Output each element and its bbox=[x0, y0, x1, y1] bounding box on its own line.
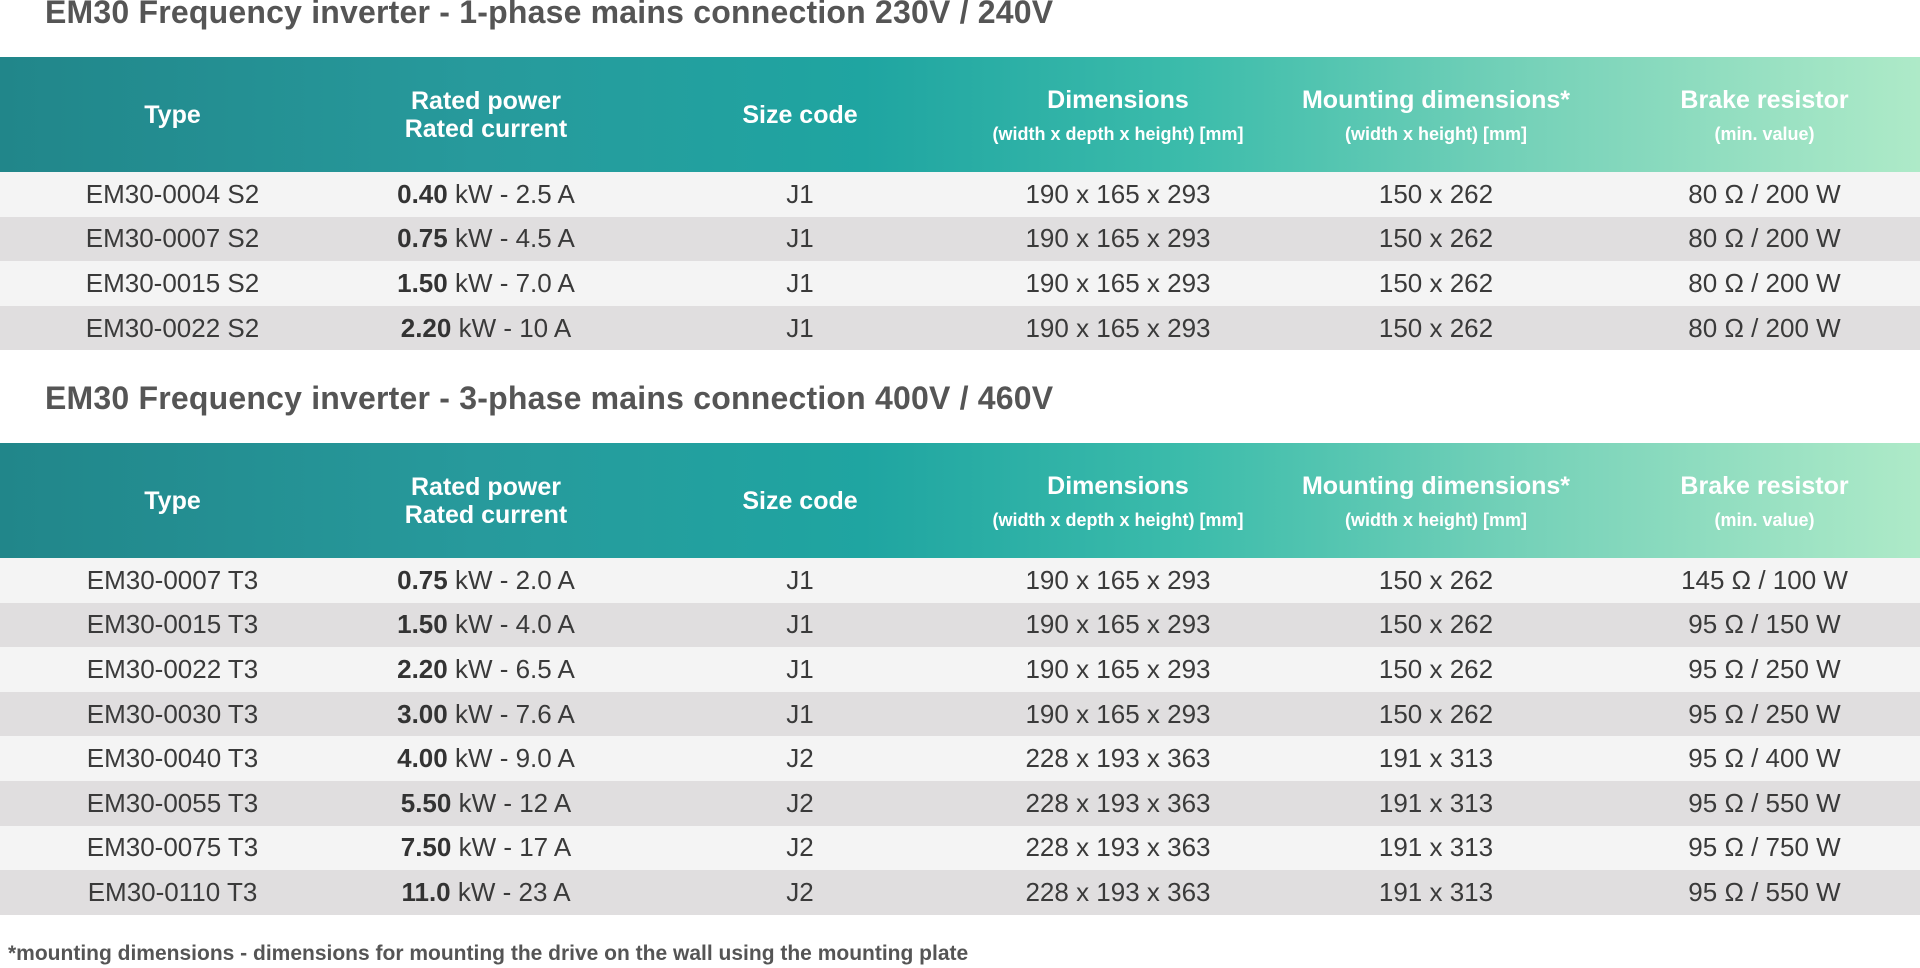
cell-brake-resistor: 95 Ω / 250 W bbox=[1609, 647, 1920, 692]
cell-dimensions: 228 x 193 x 363 bbox=[973, 736, 1263, 781]
footnote: *mounting dimensions - dimensions for mounting the drive on the wall using the mounting plate bbox=[8, 942, 969, 965]
cell-dimensions: 190 x 165 x 293 bbox=[973, 306, 1263, 351]
cell-brake-resistor: 95 Ω / 250 W bbox=[1609, 692, 1920, 737]
header-type: Type bbox=[144, 100, 201, 129]
rated-current-text: kW - 9.0 A bbox=[447, 743, 575, 774]
table-body bbox=[0, 172, 1920, 350]
table-row bbox=[0, 781, 1920, 826]
cell-brake-resistor: 80 Ω / 200 W bbox=[1609, 261, 1920, 306]
cell-brake-resistor: 80 Ω / 200 W bbox=[1609, 172, 1920, 217]
header-brake-resistor: Brake resistor (min. value) bbox=[1680, 85, 1849, 144]
cell-size-code: J1 bbox=[627, 603, 973, 648]
cell-size-code: J2 bbox=[627, 736, 973, 781]
cell-rated-power bbox=[345, 781, 627, 826]
table-row bbox=[0, 736, 1920, 781]
cell-mounting-dimensions: 191 x 313 bbox=[1263, 781, 1609, 826]
rated-current-text: kW - 23 A bbox=[450, 876, 571, 907]
cell-dimensions: 190 x 165 x 293 bbox=[973, 217, 1263, 262]
cell-rated-power bbox=[345, 172, 627, 217]
rated-power-value: 7.50 bbox=[400, 832, 452, 863]
table-row bbox=[0, 826, 1920, 871]
rated-current-text: kW - 17 A bbox=[451, 832, 572, 863]
table-body bbox=[0, 558, 1920, 915]
header-brake-resistor: Brake resistor (min. value) bbox=[1680, 471, 1849, 530]
header-dimensions: Dimensions (width x depth x height) [mm] bbox=[992, 471, 1244, 530]
cell-type: EM30-0004 S2 bbox=[0, 172, 345, 217]
cell-size-code: J2 bbox=[627, 870, 973, 915]
cell-type: EM30-0022 S2 bbox=[0, 306, 345, 351]
rated-current-text: kW - 7.6 A bbox=[447, 698, 575, 729]
table-row bbox=[0, 870, 1920, 915]
header-mounting-dimensions: Mounting dimensions* (width x height) [mm] bbox=[1301, 85, 1571, 144]
cell-rated-power bbox=[345, 558, 627, 603]
cell-rated-power bbox=[345, 692, 627, 737]
cell-brake-resistor: 95 Ω / 550 W bbox=[1609, 870, 1920, 915]
cell-type: EM30-0040 T3 bbox=[0, 736, 345, 781]
cell-type: EM30-0022 T3 bbox=[0, 647, 345, 692]
cell-mounting-dimensions: 150 x 262 bbox=[1263, 306, 1609, 351]
cell-size-code: J1 bbox=[627, 558, 973, 603]
cell-brake-resistor: 95 Ω / 550 W bbox=[1609, 781, 1920, 826]
cell-rated-power bbox=[345, 306, 627, 351]
spec-table-3-phase bbox=[0, 443, 1920, 915]
cell-type: EM30-0075 T3 bbox=[0, 826, 345, 871]
cell-size-code: J1 bbox=[627, 217, 973, 262]
rated-current-text: kW - 7.0 A bbox=[447, 267, 575, 298]
cell-rated-power bbox=[345, 647, 627, 692]
cell-brake-resistor: 80 Ω / 200 W bbox=[1609, 306, 1920, 351]
spec-table-1-phase bbox=[0, 57, 1920, 350]
cell-brake-resistor: 145 Ω / 100 W bbox=[1609, 558, 1920, 603]
table-row bbox=[0, 647, 1920, 692]
header-type: Type bbox=[144, 486, 201, 515]
cell-brake-resistor: 95 Ω / 400 W bbox=[1609, 736, 1920, 781]
cell-size-code: J2 bbox=[627, 826, 973, 871]
cell-type: EM30-0007 S2 bbox=[0, 217, 345, 262]
cell-mounting-dimensions: 191 x 313 bbox=[1263, 870, 1609, 915]
rated-power-value: 11.0 bbox=[401, 876, 451, 907]
rated-power-value: 2.20 bbox=[397, 653, 448, 684]
header-rated-power: Rated power Rated current bbox=[404, 86, 568, 143]
cell-type: EM30-0055 T3 bbox=[0, 781, 345, 826]
cell-mounting-dimensions: 150 x 262 bbox=[1263, 261, 1609, 306]
rated-power-value: 3.00 bbox=[397, 698, 448, 729]
table-row bbox=[0, 603, 1920, 648]
cell-brake-resistor: 80 Ω / 200 W bbox=[1609, 217, 1920, 262]
cell-dimensions: 228 x 193 x 363 bbox=[973, 781, 1263, 826]
cell-dimensions: 190 x 165 x 293 bbox=[973, 558, 1263, 603]
cell-type: EM30-0030 T3 bbox=[0, 692, 345, 737]
rated-power-value: 0.40 bbox=[397, 178, 448, 209]
cell-rated-power bbox=[345, 261, 627, 306]
rated-current-text: kW - 4.0 A bbox=[447, 609, 575, 640]
cell-mounting-dimensions: 191 x 313 bbox=[1263, 736, 1609, 781]
rated-power-value: 1.50 bbox=[397, 609, 448, 640]
cell-dimensions: 190 x 165 x 293 bbox=[973, 603, 1263, 648]
cell-rated-power bbox=[345, 217, 627, 262]
table-row bbox=[0, 306, 1920, 351]
cell-mounting-dimensions: 150 x 262 bbox=[1263, 692, 1609, 737]
cell-size-code: J1 bbox=[627, 172, 973, 217]
cell-type: EM30-0015 T3 bbox=[0, 603, 345, 648]
rated-power-value: 4.00 bbox=[397, 743, 448, 774]
cell-rated-power bbox=[345, 870, 627, 915]
cell-dimensions: 190 x 165 x 293 bbox=[973, 172, 1263, 217]
cell-type: EM30-0007 T3 bbox=[0, 558, 345, 603]
table-row bbox=[0, 261, 1920, 306]
section-title-3-phase: EM30 Frequency inverter - 3-phase mains connection 400V / 460V bbox=[45, 380, 1054, 416]
rated-current-text: kW - 10 A bbox=[451, 312, 572, 343]
table-header-row bbox=[0, 57, 1920, 172]
cell-type: EM30-0015 S2 bbox=[0, 261, 345, 306]
rated-current-text: kW - 4.5 A bbox=[447, 223, 575, 254]
table-row bbox=[0, 558, 1920, 603]
cell-dimensions: 228 x 193 x 363 bbox=[973, 826, 1263, 871]
rated-current-text: kW - 2.5 A bbox=[447, 178, 575, 209]
rated-power-value: 5.50 bbox=[400, 787, 452, 818]
cell-rated-power bbox=[345, 826, 627, 871]
cell-brake-resistor: 95 Ω / 150 W bbox=[1609, 603, 1920, 648]
cell-dimensions: 190 x 165 x 293 bbox=[973, 692, 1263, 737]
header-size-code: Size code bbox=[742, 486, 858, 515]
rated-current-text: kW - 6.5 A bbox=[447, 653, 575, 684]
cell-size-code: J1 bbox=[627, 306, 973, 351]
cell-type: EM30-0110 T3 bbox=[0, 870, 345, 915]
header-mounting-dimensions: Mounting dimensions* (width x height) [mm] bbox=[1301, 471, 1571, 530]
section-title-1-phase: EM30 Frequency inverter - 1-phase mains connection 230V / 240V bbox=[45, 0, 1054, 30]
cell-mounting-dimensions: 150 x 262 bbox=[1263, 647, 1609, 692]
cell-size-code: J2 bbox=[627, 781, 973, 826]
table-row bbox=[0, 172, 1920, 217]
cell-dimensions: 228 x 193 x 363 bbox=[973, 870, 1263, 915]
cell-mounting-dimensions: 150 x 262 bbox=[1263, 172, 1609, 217]
header-dimensions: Dimensions (width x depth x height) [mm] bbox=[992, 85, 1244, 144]
cell-rated-power bbox=[345, 603, 627, 648]
rated-power-value: 0.75 bbox=[397, 223, 448, 254]
rated-power-value: 2.20 bbox=[400, 312, 452, 343]
cell-size-code: J1 bbox=[627, 647, 973, 692]
table-header-row bbox=[0, 443, 1920, 558]
cell-dimensions: 190 x 165 x 293 bbox=[973, 647, 1263, 692]
table-row bbox=[0, 692, 1920, 737]
cell-size-code: J1 bbox=[627, 692, 973, 737]
header-rated-power: Rated power Rated current bbox=[404, 472, 568, 529]
header-size-code: Size code bbox=[742, 100, 858, 129]
cell-mounting-dimensions: 191 x 313 bbox=[1263, 826, 1609, 871]
rated-current-text: kW - 2.0 A bbox=[447, 564, 575, 595]
rated-current-text: kW - 12 A bbox=[451, 787, 572, 818]
cell-dimensions: 190 x 165 x 293 bbox=[973, 261, 1263, 306]
table-row bbox=[0, 217, 1920, 262]
cell-size-code: J1 bbox=[627, 261, 973, 306]
rated-power-value: 1.50 bbox=[397, 267, 448, 298]
cell-rated-power bbox=[345, 736, 627, 781]
cell-mounting-dimensions: 150 x 262 bbox=[1263, 217, 1609, 262]
cell-mounting-dimensions: 150 x 262 bbox=[1263, 603, 1609, 648]
rated-power-value: 0.75 bbox=[397, 564, 448, 595]
cell-mounting-dimensions: 150 x 262 bbox=[1263, 558, 1609, 603]
cell-brake-resistor: 95 Ω / 750 W bbox=[1609, 826, 1920, 871]
